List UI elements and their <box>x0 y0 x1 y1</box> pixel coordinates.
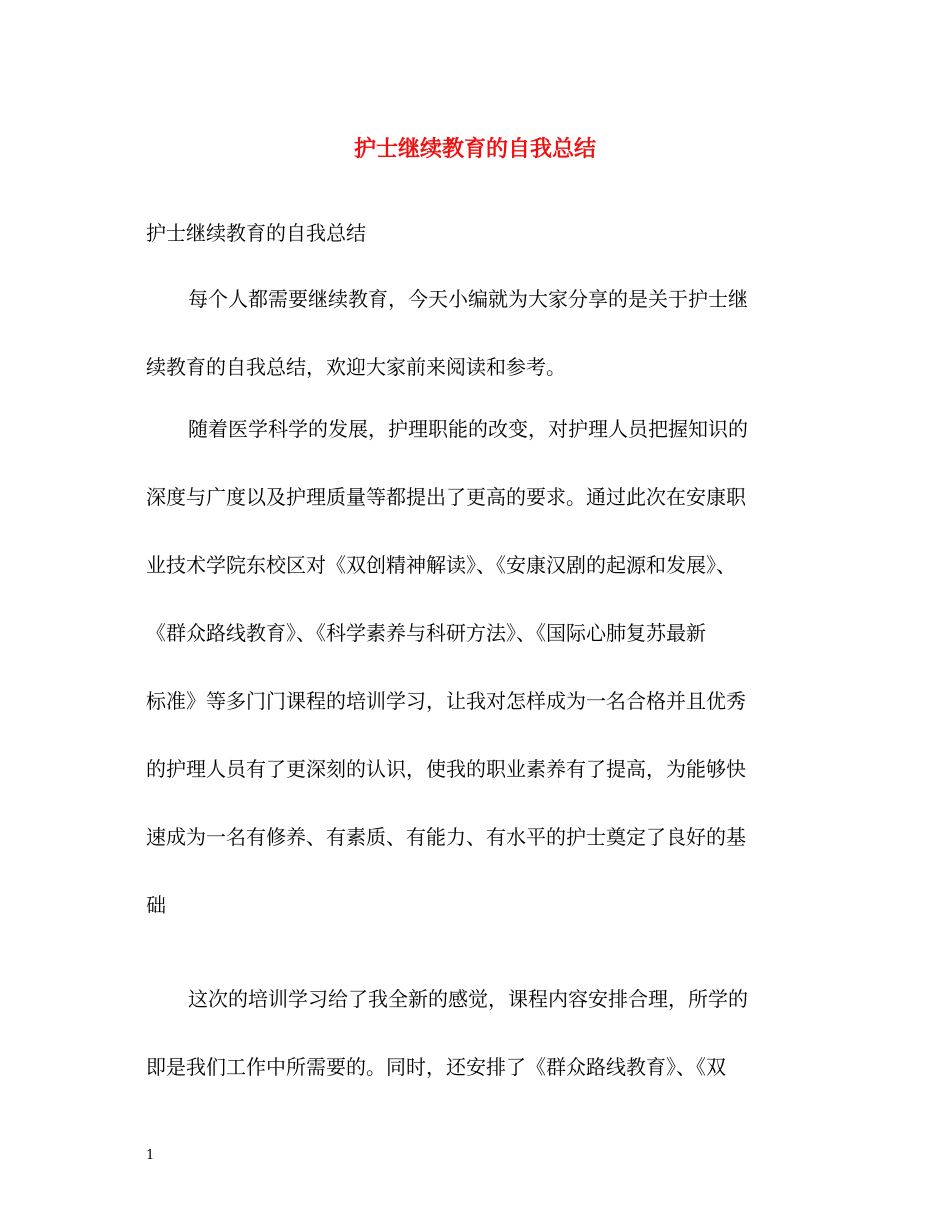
paragraph-line: 深度与广度以及护理质量等都提出了更高的要求。通过此次在安康职 <box>146 485 746 509</box>
paragraph-line: 速成为一名有修养、有素质、有能力、有水平的护士奠定了良好的基 <box>146 825 746 849</box>
page-number: 1 <box>146 1148 155 1163</box>
paragraph-line: 业技术学院东校区对《双创精神解读》、《安康汉剧的起源和发展》、 <box>146 553 736 577</box>
paragraph-line: 即是我们工作中所需要的。同时，还安排了《群众路线教育》、《双 <box>146 1055 726 1079</box>
paragraph-line: 标准》等多门门课程的培训学习，让我对怎样成为一名合格并且优秀 <box>146 689 746 713</box>
paragraph-line: 础 <box>146 893 166 917</box>
paragraph-line: 《群众路线教育》、《科学素养与科研方法》、《国际心肺复苏最新 <box>146 621 706 645</box>
document-subtitle: 护士继续教育的自我总结 <box>146 221 366 245</box>
paragraph-line: 的护理人员有了更深刻的认识，使我的职业素养有了提高，为能够快 <box>146 757 746 781</box>
paragraph-line: 每个人都需要继续教育，今天小编就为大家分享的是关于护士继 <box>188 287 748 311</box>
paragraph-line: 续教育的自我总结，欢迎大家前来阅读和参考。 <box>146 355 566 379</box>
paragraph-line: 这次的培训学习给了我全新的感觉，课程内容安排合理，所学的 <box>188 987 748 1011</box>
document-title: 护士继续教育的自我总结 <box>353 136 596 162</box>
paragraph-line: 随着医学科学的发展，护理职能的改变，对护理人员把握知识的 <box>188 417 748 441</box>
